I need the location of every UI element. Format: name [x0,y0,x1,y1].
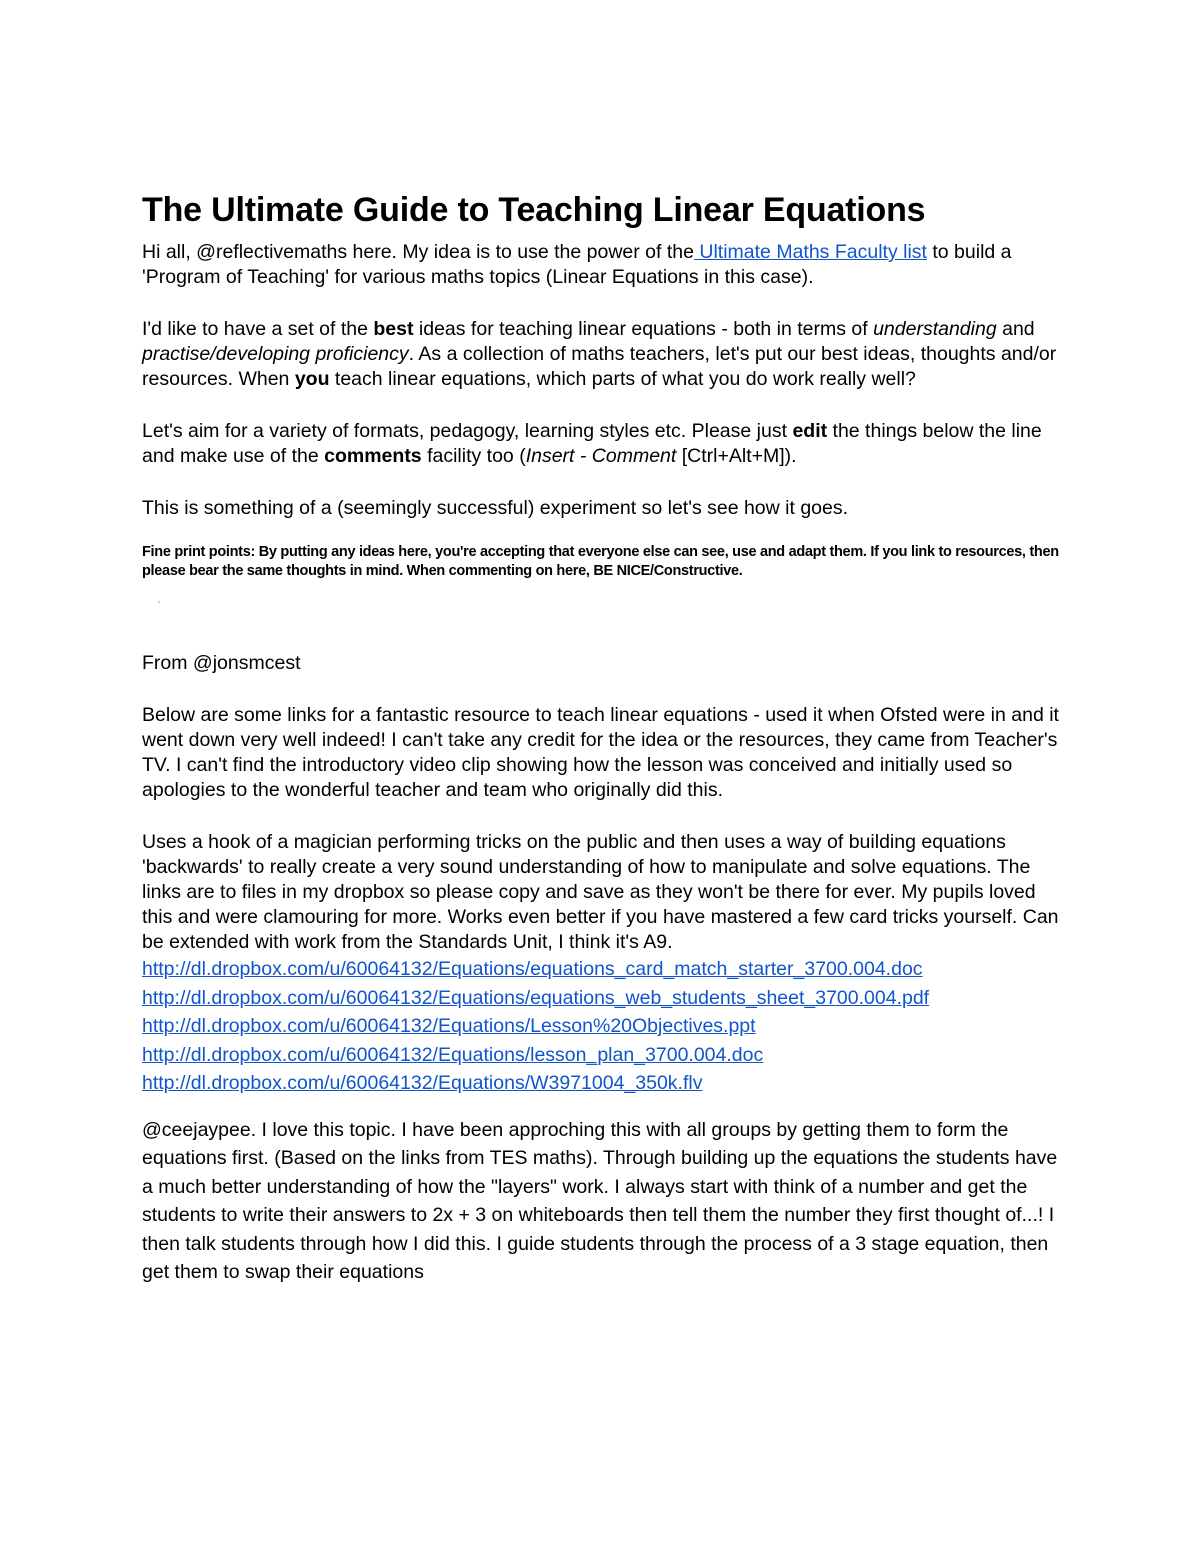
formats-bold-edit: edit [792,420,828,442]
dropbox-link-card-match[interactable]: http://dl.dropbox.com/u/60064132/Equations/equations_card_match_starter_3700.004.doc [142,958,923,980]
ideas-paragraph [142,317,1067,392]
intro-text-before: Hi all, @reflectivemaths here. My idea is to use the power of the [142,241,694,263]
ideas-italic-understanding: understanding [873,318,997,340]
ideas-italic-practise: practise/developing proficiency [142,343,409,365]
ideas-text-1: I'd like to have a set of the [142,318,374,340]
resource-paragraph: Below are some links for a fantastic resource to teach linear equations - used it when Ofsted were in and it went down very well indeed! I can't take any credit for the idea or the resources, they came from Teacher's TV. I can't find the introductory video clip showing how the lesson was conceived and initially used so apologies to the wonderful teacher and team who originally did this. [142,704,1059,801]
fine-print: Fine print points: By putting any ideas here, you're accepting that everyone else can see, use and adapt them. If you link to resources, then please bear the same thoughts in mind. When commenting on here, BE NICE/Constructive. [142,544,1059,579]
ideas-text-3: and [996,318,1035,340]
ideas-text-5: teach linear equations, which parts of what you do work really well? [329,368,916,390]
ideas-bold-best: best [373,318,414,340]
formats-italic-insert-comment: Insert - Comment [525,445,677,467]
dropbox-link-lesson-plan[interactable]: http://dl.dropbox.com/u/60064132/Equations/lesson_plan_3700.004.doc [142,1043,764,1066]
ultimate-maths-faculty-link[interactable]: Ultimate Maths Faculty list [693,241,927,263]
intro-text-after: to build a 'Program of Teaching' for various maths topics (Linear Equations in this case). [142,241,1012,288]
ideas-text-4: . As a collection of maths teachers, let's put our best ideas, thoughts and/or resources. When [142,343,1057,390]
dropbox-link-lesson-objectives[interactable]: http://dl.dropbox.com/u/60064132/Equations/Lesson%20Objectives.ppt [142,1015,756,1037]
dropbox-link-list [142,955,1067,1098]
formats-text-2: the things below the line and make use of the [142,420,1042,467]
formats-bold-comments: comments [324,445,422,467]
from-line: From @jonsmcest [142,652,301,674]
formats-paragraph [142,419,1067,469]
formats-text-3: facility too ( [421,445,526,467]
experiment-paragraph: This is something of a (seemingly successful) experiment so let's see how it goes. [142,497,849,519]
dropbox-link-students-sheet[interactable]: http://dl.dropbox.com/u/60064132/Equations/equations_web_students_sheet_3700.004.pdf [142,986,930,1009]
hook-paragraph: Uses a hook of a magician performing tricks on the public and then uses a way of building equations 'backwards' to really create a very sound understanding of how to manipulate and solve equations. The links are to files in my dropbox so please copy and save as they won't be there for ever. My pupils loved this and were clamouring for more. Works even better if you have mastered a few card tricks yourself. Can be extended with work from the Standards Unit, I think it's A9. [142,831,1059,953]
ideas-text-2: ideas for teaching linear equations - both in terms of [413,318,874,340]
document-title: The Ultimate Guide to Teaching Linear Equations [142,191,926,229]
ceejaypee-paragraph: @ceejaypee. I love this topic. I have been approching this with all groups by getting them to form the equations first. (Based on the links from TES maths). Through building up the equations the students have a much better understanding of how the "layers" work. I always start with think of a number and get the students to write their answers to 2x + 3 on whiteboards then tell them the number they first thought of...! I then talk students through how I did this. I guide students through the process of a 3 stage equation, then get them to swap their equations [142,1118,1058,1284]
formats-text-1: Let's aim for a variety of formats, pedagogy, learning styles etc. Please just [142,420,793,442]
document-page [142,186,1067,1287]
formats-text-4: [Ctrl+Alt+M]). [676,445,797,467]
dropbox-link-video[interactable]: http://dl.dropbox.com/u/60064132/Equations/W3971004_350k.flv [142,1072,703,1094]
separator-mark: ' [158,600,160,611]
intro-paragraph [142,240,1067,290]
ideas-bold-you: you [294,368,330,390]
